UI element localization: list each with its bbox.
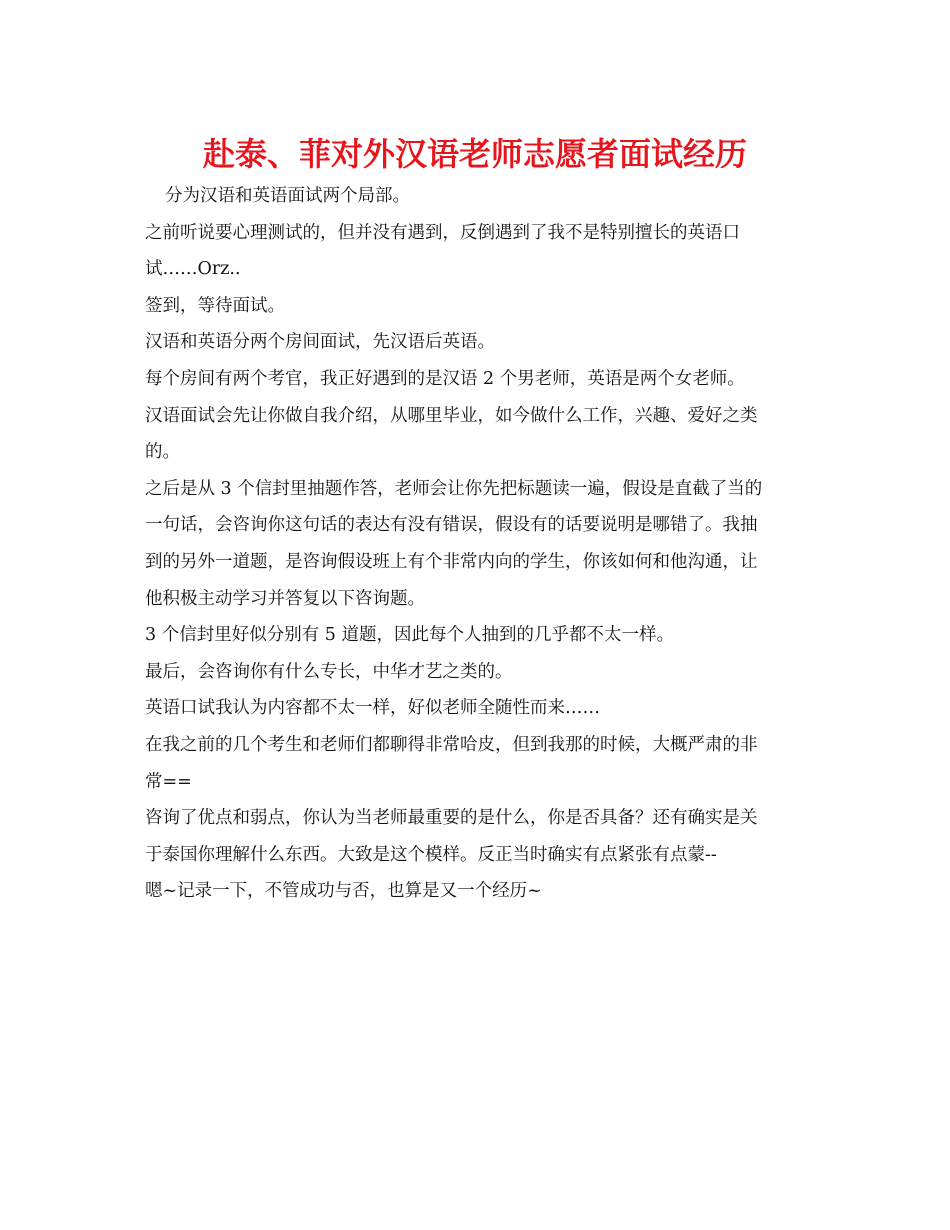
document-body	[145, 178, 815, 910]
paragraph-line: 英语口试我认为内容都不太一样，好似老师全随性而来……	[145, 698, 600, 719]
paragraph-line: 之前听说要心理测试的，但并没有遇到，反倒遇到了我不是特别擅长的英语口	[145, 222, 740, 243]
paragraph-line: 汉语面试会先让你做自我介绍，从哪里毕业，如今做什么工作，兴趣、爱好之类	[145, 405, 758, 426]
paragraph-line: 咨询了优点和弱点，你认为当老师最重要的是什么，你是否具备？还有确实是关	[145, 808, 758, 829]
paragraph-line: 他积极主动学习并答复以下咨询题。	[145, 588, 425, 609]
paragraph-line: 签到，等待面试。	[145, 295, 285, 316]
paragraph-line: 之后是从 3 个信封里抽题作答，老师会让你先把标题读一遍，假设是直截了当的	[145, 478, 763, 499]
paragraph-line: 最后，会咨询你有什么专长，中华才艺之类的。	[145, 661, 513, 682]
paragraph-line: 试……Orz..	[145, 259, 241, 280]
paragraph-line: 到的另外一道题，是咨询假设班上有个非常内向的学生，你该如何和他沟通，让	[145, 551, 758, 572]
document-title: 赴泰、菲对外汉语老师志愿者面试经历	[202, 135, 747, 173]
paragraph-line: 的。	[145, 442, 180, 463]
paragraph-line: 在我之前的几个考生和老师们都聊得非常哈皮，但到我那的时候，大概严肃的非	[145, 734, 758, 755]
paragraph-line: 于泰国你理解什么东西。大致是这个模样。反正当时确实有点紧张有点蒙--	[145, 844, 717, 865]
paragraph-line: 每个房间有两个考官，我正好遇到的是汉语 2 个男老师，英语是两个女老师。	[145, 368, 745, 389]
paragraph-line: 分为汉语和英语面试两个局部。	[165, 186, 410, 206]
paragraph-line: 一句话，会咨询你这句话的表达有没有错误，假设有的话要说明是哪错了。我抽	[145, 515, 758, 536]
paragraph-line: 嗯~记录一下，不管成功与否，也算是又一个经历~	[145, 881, 542, 902]
paragraph-line: 3 个信封里好似分别有 5 道题，因此每个人抽到的几乎都不太一样。	[145, 625, 674, 646]
paragraph-line: 汉语和英语分两个房间面试，先汉语后英语。	[145, 332, 495, 353]
paragraph-line: 常==	[145, 771, 192, 792]
